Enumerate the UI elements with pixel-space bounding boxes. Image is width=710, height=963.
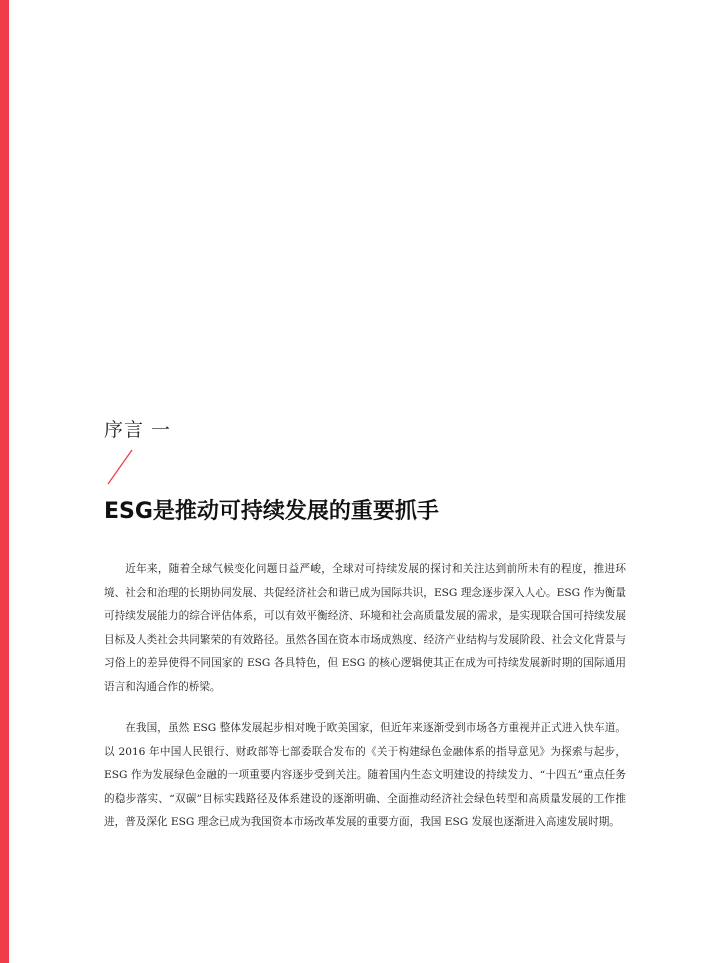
page-title: ESG是推动可持续发展的重要抓手 [104, 499, 439, 524]
slash-divider-icon [104, 447, 136, 487]
section-label: 序言 一 [104, 419, 172, 441]
body-paragraph-1: 近年来，随着全球气候变化问题日益严峻，全球对可持续发展的探讨和关注达到前所未有的程度，推进环境、社会和治理的长期协同发展、共促经济社会和谐已成为国际共识，ESG 理念逐步深入人心。ESG 作为衡量可持续发展能力的综合评估体系，可以有效平衡经济、环境和社会高质量发展的需求，是实现联合国可持续发展目标及人类社会共同繁荣的有效路径。虽然各国在资本市场成熟度、经济产业结构与发展阶段、社会文化背景与习俗上的差异使得不同国家的 ESG 各具特色，但 ESG 的核心逻辑使其正在成为可持续发展新时期的国际通用语言和沟通合作的桥梁。 [104, 563, 626, 693]
accent-bar [0, 0, 9, 963]
body-paragraph-2: 在我国，虽然 ESG 整体发展起步相对晚于欧美国家，但近年来逐渐受到市场各方重视并正式进入快车道。以 2016 年中国人民银行、财政部等七部委联合发布的《关于构建绿色金融体系的指导意见》为探索与起步，ESG 作为发展绿色金融的一项重要内容逐步受到关注。随着国内生态文明建设的持续发力、“十四五”重点任务的稳步落实、“双碳”目标实践路径及体系建设的逐渐明确、全面推动经济社会绿色转型和高质量发展的工作推进，普及深化 ESG 理念已成为我国资本市场改革发展的重要方面，我国 ESG 发展也逐渐进入高速发展时期。 [104, 722, 626, 829]
